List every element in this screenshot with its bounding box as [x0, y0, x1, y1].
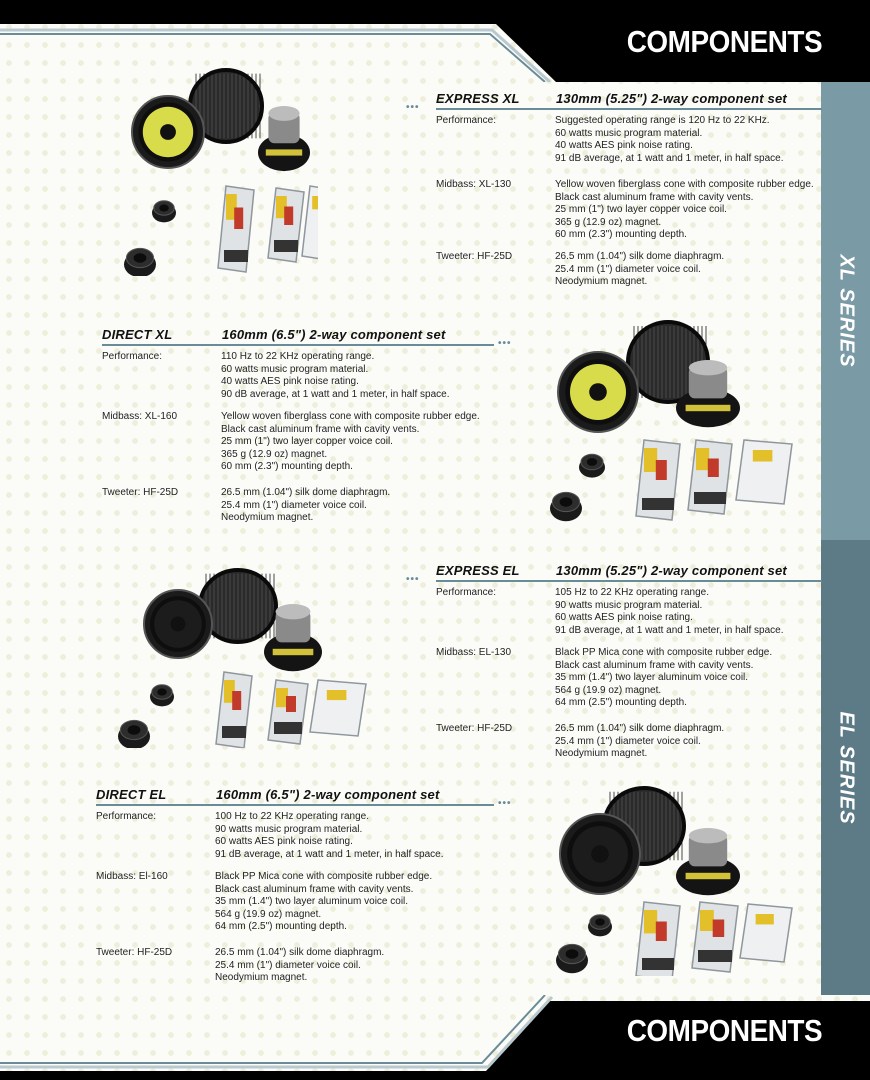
- spec-line: 25.4 mm (1") diameter voice coil.: [555, 263, 701, 275]
- crossover-capacitor: [234, 208, 243, 230]
- spec-label: Midbass: EL-130: [436, 647, 512, 658]
- spec-line: 60 watts music program material.: [221, 363, 369, 375]
- product-model: EXPRESS XL: [436, 91, 520, 106]
- spec-lines: [221, 411, 480, 474]
- product-direct-el: [96, 787, 512, 983]
- tweeter-dome: [595, 918, 605, 925]
- spec-line: 564 g (19.9 oz) magnet.: [555, 684, 662, 696]
- spec-line: 26.5 mm (1.04") silk dome diaphragm.: [215, 947, 385, 958]
- xl-series-tab: [821, 82, 870, 540]
- crossover-capacitor: [284, 207, 293, 226]
- spec-line: 91 dB average, at 1 watt and 1 meter, in half space.: [555, 624, 784, 636]
- spec-line: 25 mm (1") two layer copper voice coil.: [221, 436, 393, 447]
- woofer-dustcap: [591, 845, 609, 863]
- spec-line: Black cast aluminum frame with cavity vents.: [555, 191, 754, 203]
- spec-line: 25.4 mm (1") diameter voice coil.: [215, 959, 361, 971]
- tweeter-dome: [157, 688, 167, 695]
- header-title: COMPONENTS: [626, 24, 822, 59]
- spec-label: Tweeter: HF-25D: [96, 947, 173, 958]
- crossover-capacitor: [696, 448, 709, 470]
- crossover-terminals: [222, 726, 246, 738]
- product-express-xl: [406, 91, 822, 287]
- woofer-dustcap: [160, 124, 176, 140]
- product-express-el: [406, 563, 822, 759]
- spec-label: Performance:: [102, 351, 163, 362]
- magnet-top: [276, 604, 311, 619]
- magnet-band: [686, 873, 731, 879]
- spec-lines: [555, 723, 724, 761]
- product-direct-xl: [102, 327, 512, 523]
- xl-series-label: XL SERIES: [835, 254, 857, 368]
- footer-title: COMPONENTS: [626, 1013, 822, 1048]
- product-subtitle: 160mm (6.5") 2-way component set: [216, 787, 440, 802]
- tweeter-dome: [134, 253, 147, 263]
- title-rule: [102, 344, 494, 346]
- direct-el-product-photo: [548, 786, 808, 976]
- spec-line: 40 watts AES pink noise rating.: [555, 140, 693, 151]
- spec-lines: [555, 251, 724, 289]
- crossover-capacitor: [286, 696, 296, 712]
- spec-line: 25 mm (1") two layer copper voice coil.: [555, 204, 727, 215]
- magnet-band: [266, 149, 302, 155]
- spec-line: Neodymium magnet.: [221, 512, 314, 523]
- spec-line: Black PP Mica cone with composite rubber edge.: [555, 647, 773, 658]
- title-rule: [436, 108, 822, 110]
- crossover-terminals: [274, 722, 302, 734]
- rule-dots: •••: [498, 798, 512, 809]
- product-subtitle: 160mm (6.5") 2-way component set: [222, 327, 446, 342]
- spec-lines: [555, 115, 783, 165]
- spec-line: 40 watts AES pink noise rating.: [221, 376, 359, 387]
- spec-line: Yellow woven fiberglass cone with composite rubber edge.: [221, 411, 480, 422]
- spec-line: 90 watts music program material.: [215, 823, 363, 835]
- product-model: DIRECT EL: [96, 787, 167, 802]
- spec-line: 64 mm (2.5") mounting depth.: [215, 921, 347, 932]
- crossover-capacitor: [232, 691, 241, 710]
- crossover-terminals: [224, 250, 248, 262]
- spec-lines: [555, 587, 783, 637]
- crossover-capacitor: [713, 920, 725, 938]
- magnet-top: [689, 828, 727, 843]
- spec-lines: [215, 811, 443, 861]
- spec-line: 90 watts music program material.: [555, 599, 703, 611]
- spec-line: 91 dB average, at 1 watt and 1 meter, in half space.: [555, 152, 784, 164]
- brand-label: [753, 450, 773, 462]
- el-series-tab: [821, 540, 870, 995]
- woofer-dustcap: [171, 617, 186, 632]
- spec-line: Neodymium magnet.: [555, 748, 648, 759]
- spec-lines: [221, 351, 449, 401]
- title-rule: [436, 580, 822, 582]
- crossover-capacitor: [700, 910, 714, 931]
- spec-label: Midbass: El-160: [96, 871, 168, 882]
- spec-line: 35 mm (1.4") two layer aluminum voice coil.: [555, 672, 749, 683]
- express-el-product-photo: [118, 568, 378, 748]
- spec-line: 60 mm (2.3") mounting depth.: [221, 461, 353, 472]
- crossover-capacitor: [644, 910, 657, 933]
- crossover-capacitor: [656, 922, 667, 942]
- spec-label: Tweeter: HF-25D: [102, 487, 179, 498]
- spec-label: Performance:: [436, 115, 497, 126]
- product-subtitle: 130mm (5.25") 2-way component set: [556, 563, 787, 578]
- spec-line: 90 dB average, at 1 watt and 1 meter, in half space.: [221, 388, 450, 400]
- spec-line: 91 dB average, at 1 watt and 1 meter, in half space.: [215, 848, 444, 860]
- spec-label: Midbass: XL-130: [436, 179, 512, 190]
- spec-line: Black cast aluminum frame with cavity vents.: [555, 659, 754, 671]
- spec-line: 110 Hz to 22 KHz operating range.: [221, 351, 375, 362]
- spec-line: 26.5 mm (1.04") silk dome diaphragm.: [555, 723, 725, 734]
- spec-line: 60 watts AES pink noise rating.: [215, 836, 353, 847]
- spec-line: Black PP Mica cone with composite rubber edge.: [215, 871, 433, 882]
- crossover-case: [736, 440, 792, 504]
- spec-label: Tweeter: HF-25D: [436, 251, 513, 262]
- crossover-capacitor: [708, 459, 719, 478]
- product-model: EXPRESS EL: [436, 563, 520, 578]
- spec-line: Yellow woven fiberglass cone with composite rubber edge.: [555, 179, 814, 190]
- spec-line: 365 g (12.9 oz) magnet.: [221, 448, 328, 460]
- spec-lines: [215, 871, 432, 934]
- spec-line: 25.4 mm (1") diameter voice coil.: [555, 735, 701, 747]
- crossover-case: [310, 680, 366, 736]
- crossover-capacitor: [644, 448, 657, 472]
- magnet-band: [686, 405, 731, 411]
- spec-label: Performance:: [436, 587, 497, 598]
- spec-label: Tweeter: HF-25D: [436, 723, 513, 734]
- crossover-capacitor: [656, 460, 667, 480]
- spec-label: Midbass: XL-160: [102, 411, 178, 422]
- footer-banner: [0, 995, 870, 1080]
- spec-line: 564 g (19.9 oz) magnet.: [215, 908, 322, 920]
- tweeter-dome: [128, 725, 141, 735]
- spec-line: Neodymium magnet.: [215, 972, 308, 983]
- spec-line: 60 watts AES pink noise rating.: [555, 612, 693, 623]
- product-subtitle: 130mm (5.25") 2-way component set: [556, 91, 787, 106]
- crossover-terminals: [274, 240, 298, 252]
- tweeter-dome: [587, 458, 597, 466]
- rule-dots: •••: [406, 574, 420, 585]
- spec-lines: [555, 179, 814, 242]
- spec-lines: [215, 947, 384, 985]
- crossover-terminals: [694, 492, 726, 504]
- rule-dots: •••: [498, 338, 512, 349]
- magnet-top: [268, 106, 299, 121]
- el-series-label: EL SERIES: [835, 710, 857, 825]
- spec-line: Neodymium magnet.: [555, 276, 648, 287]
- spec-line: 25.4 mm (1") diameter voice coil.: [221, 499, 367, 511]
- spec-line: Suggested operating range is 120 Hz to 22 KHz.: [555, 115, 770, 126]
- spec-line: 26.5 mm (1.04") silk dome diaphragm.: [221, 487, 391, 498]
- spec-label: Performance:: [96, 811, 157, 822]
- spec-lines: [555, 647, 772, 710]
- tweeter-dome: [566, 949, 579, 959]
- spec-line: 64 mm (2.5") mounting depth.: [555, 697, 687, 708]
- tweeter-dome: [560, 497, 573, 507]
- spec-line: 60 mm (2.3") mounting depth.: [555, 229, 687, 240]
- spec-line: Black cast aluminum frame with cavity vents.: [215, 883, 414, 895]
- magnet-band: [273, 649, 314, 655]
- title-rule: [96, 804, 494, 806]
- magnet-top: [689, 360, 727, 375]
- spec-line: 26.5 mm (1.04") silk dome diaphragm.: [555, 251, 725, 262]
- spec-line: 365 g (12.9 oz) magnet.: [555, 216, 662, 228]
- spec-line: 35 mm (1.4") two layer aluminum voice coil.: [215, 896, 409, 907]
- brand-label: [756, 914, 774, 924]
- spec-lines: [221, 487, 390, 525]
- spec-line: Black cast aluminum frame with cavity vents.: [221, 423, 420, 435]
- direct-xl-product-photo: [548, 320, 808, 525]
- brand-label: [327, 690, 347, 700]
- woofer-dustcap: [589, 383, 607, 401]
- tweeter-dome: [159, 204, 169, 211]
- crossover-terminals: [698, 950, 732, 962]
- spec-line: 105 Hz to 22 KHz operating range.: [555, 587, 709, 598]
- rule-dots: •••: [406, 102, 420, 113]
- crossover-terminals: [642, 958, 674, 970]
- spec-line: 60 watts music program material.: [555, 127, 703, 139]
- spec-line: 100 Hz to 22 KHz operating range.: [215, 811, 369, 822]
- brand-label: [312, 196, 318, 209]
- express-xl-product-photo: [118, 66, 318, 276]
- crossover-case: [740, 904, 792, 962]
- crossover-terminals: [642, 498, 674, 510]
- product-model: DIRECT XL: [102, 327, 173, 342]
